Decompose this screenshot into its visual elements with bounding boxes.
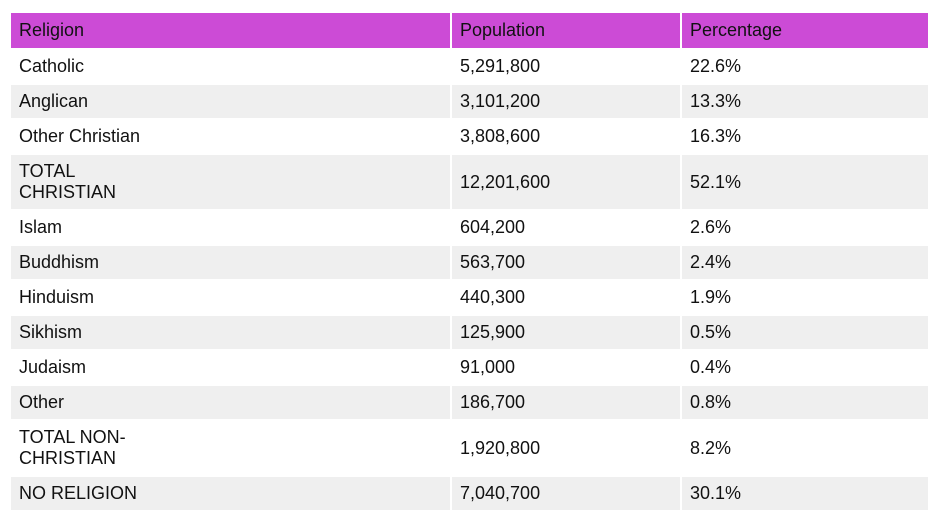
cell-percentage: 0.5% (682, 316, 928, 351)
table-row (11, 477, 928, 512)
table-row (11, 246, 928, 281)
cell-religion: Anglican (11, 85, 452, 120)
cell-religion: Catholic (11, 50, 452, 85)
header-percentage: Percentage (682, 13, 928, 50)
cell-population: 563,700 (452, 246, 682, 281)
cell-religion: Other (11, 386, 452, 421)
cell-percentage: 0.8% (682, 386, 928, 421)
cell-population: 604,200 (452, 211, 682, 246)
cell-religion (11, 155, 452, 211)
table-row (11, 281, 928, 316)
cell-percentage: 22.6% (682, 50, 928, 85)
cell-population: 3,808,600 (452, 120, 682, 155)
cell-population: 1,920,800 (452, 421, 682, 477)
cell-population: 7,040,700 (452, 477, 682, 512)
cell-population: 440,300 (452, 281, 682, 316)
cell-percentage: 2.6% (682, 211, 928, 246)
table-row (11, 155, 928, 211)
cell-population: 186,700 (452, 386, 682, 421)
religion-table (11, 13, 928, 512)
cell-percentage: 8.2% (682, 421, 928, 477)
cell-religion-text: TOTAL CHRISTIAN (19, 161, 117, 202)
cell-religion: Buddhism (11, 246, 452, 281)
cell-percentage: 1.9% (682, 281, 928, 316)
cell-religion (11, 421, 452, 477)
table-row (11, 211, 928, 246)
table-row (11, 120, 928, 155)
cell-religion-text: TOTAL NON-CHRISTIAN (19, 427, 126, 468)
table-row (11, 316, 928, 351)
table-row (11, 85, 928, 120)
cell-population: 12,201,600 (452, 155, 682, 211)
cell-religion: Hinduism (11, 281, 452, 316)
table-row (11, 386, 928, 421)
cell-percentage: 2.4% (682, 246, 928, 281)
header-population: Population (452, 13, 682, 50)
table-row (11, 421, 928, 477)
cell-percentage: 13.3% (682, 85, 928, 120)
table-row (11, 50, 928, 85)
cell-percentage: 30.1% (682, 477, 928, 512)
cell-percentage: 16.3% (682, 120, 928, 155)
cell-religion: Judaism (11, 351, 452, 386)
table-row (11, 351, 928, 386)
cell-population: 3,101,200 (452, 85, 682, 120)
cell-religion: Other Christian (11, 120, 452, 155)
cell-population: 125,900 (452, 316, 682, 351)
cell-religion: Islam (11, 211, 452, 246)
cell-population: 91,000 (452, 351, 682, 386)
table-header-row (11, 13, 928, 50)
cell-population: 5,291,800 (452, 50, 682, 85)
cell-percentage: 0.4% (682, 351, 928, 386)
header-religion: Religion (11, 13, 452, 50)
cell-religion: Sikhism (11, 316, 452, 351)
cell-percentage: 52.1% (682, 155, 928, 211)
cell-religion: NO RELIGION (11, 477, 452, 512)
